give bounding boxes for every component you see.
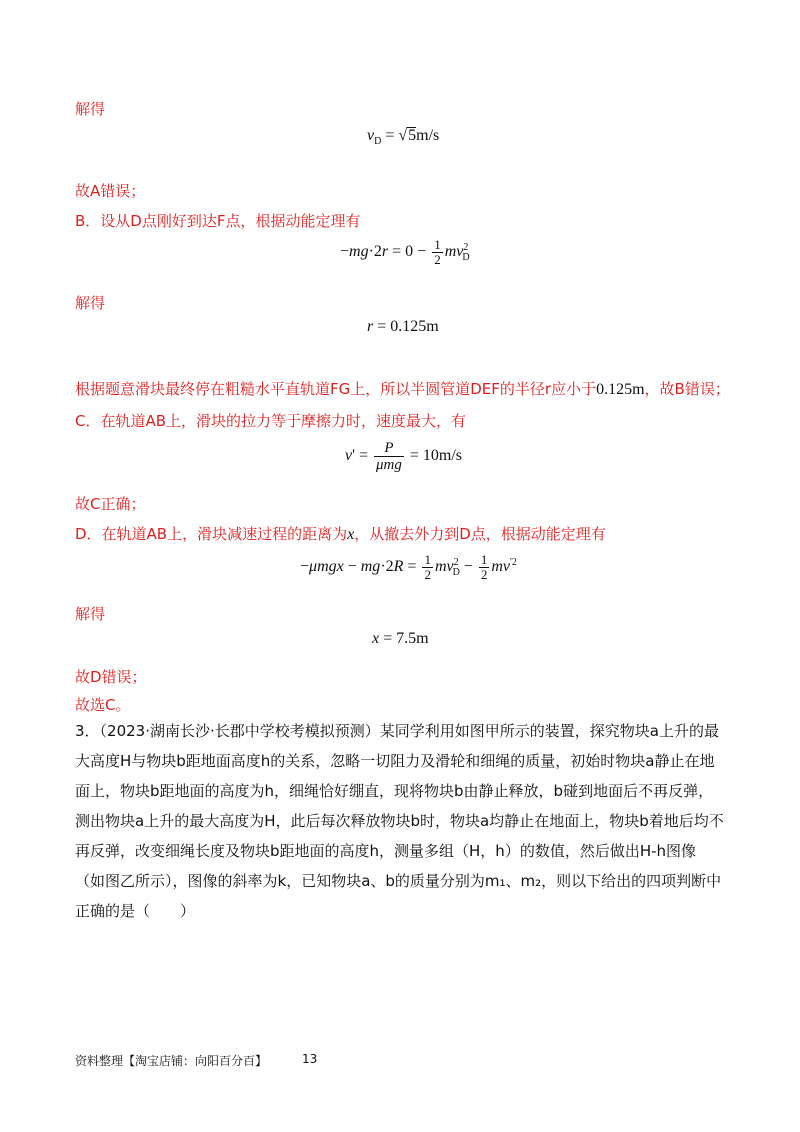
equation-vmax: v' = $\frac{P}{\text{μmg}}$ = 10m/s <box>345 440 463 473</box>
page-number: 13 <box>302 1052 318 1066</box>
solve-label-1: 解得 <box>75 100 106 118</box>
analysis-text-a: 根据题意滑块最终停在粗糙水平直轨道FG上，所以半圆管道DEF的半径r应小于 <box>75 380 597 398</box>
analysis-line <box>75 378 730 399</box>
equation-energy-d: −μmgx − mg·2R = $\frac{1}{2}$ $mv^2_D$ − $\frac{1}{2}$ $mv^{'2}$ <box>300 552 517 582</box>
option-d-text-a: D．在轨道AB上，滑块减速过程的距离为 <box>75 525 348 543</box>
analysis-text-b: ，故B错误； <box>644 380 730 398</box>
footer-label: 资料整理【淘宝店铺：向阳百分百】 <box>75 1054 268 1068</box>
solve-label-3: 解得 <box>75 605 106 623</box>
analysis-value: 0.125m <box>596 381 645 398</box>
option-c-text: C．在轨道AB上，滑块的拉力等于摩擦力时，速度最大，有 <box>75 412 467 430</box>
equation-energy-b: −mg·2r = 0 − $\frac{1}{2}$ $mv^2_D$ <box>340 237 470 267</box>
question-number: 3． <box>75 722 100 740</box>
option-d-line <box>75 523 606 544</box>
equation-vd: $v_D = √5m/s$ <box>367 127 440 148</box>
question-source: （2023·湖南长沙·长郡中学校考模拟预测） <box>99 722 380 740</box>
final-answer: 故选C。 <box>75 696 131 714</box>
equation-r: r = 0.125m <box>367 318 439 335</box>
option-b-text: B．设从D点刚好到达F点，根据动能定理有 <box>75 212 361 230</box>
question-3 <box>75 716 725 926</box>
conclusion-d: 故D错误； <box>75 668 147 686</box>
conclusion-c: 故C正确； <box>75 495 146 513</box>
conclusion-a: 故A错误； <box>75 182 146 200</box>
equation-x: x = 7.5m <box>372 630 429 647</box>
question-text: 某同学利用如图甲所示的装置，探究物块a上升的最大高度H与物块b距地面高度h的关系，忽略一切阻力及滑轮和细绳的质量，初始时物块a静止在地面上，物块b距地面的高度为h，细绳恰好绷直，现将物块b由静止释放，b碰到地面后不再反弹，测出物块a上升的最大高度为H，此后每次释放物块b时，物块a均静止在地面上，物块b着地后均不再反弹，改变细绳长度及物块b距地面的高度h，测量多组（H，h）的数值，然后做出H-h图像（如图乙所示），图像的斜率为k，已知物块a、b的质量分别为m₁、m₂，则以下给出的四项判断中正确的是（ ） <box>75 722 724 920</box>
option-d-text-b: ，从撤去外力到D点，根据动能定理有 <box>354 525 606 543</box>
solve-label-2: 解得 <box>75 294 106 312</box>
option-d-x: x <box>347 526 355 543</box>
